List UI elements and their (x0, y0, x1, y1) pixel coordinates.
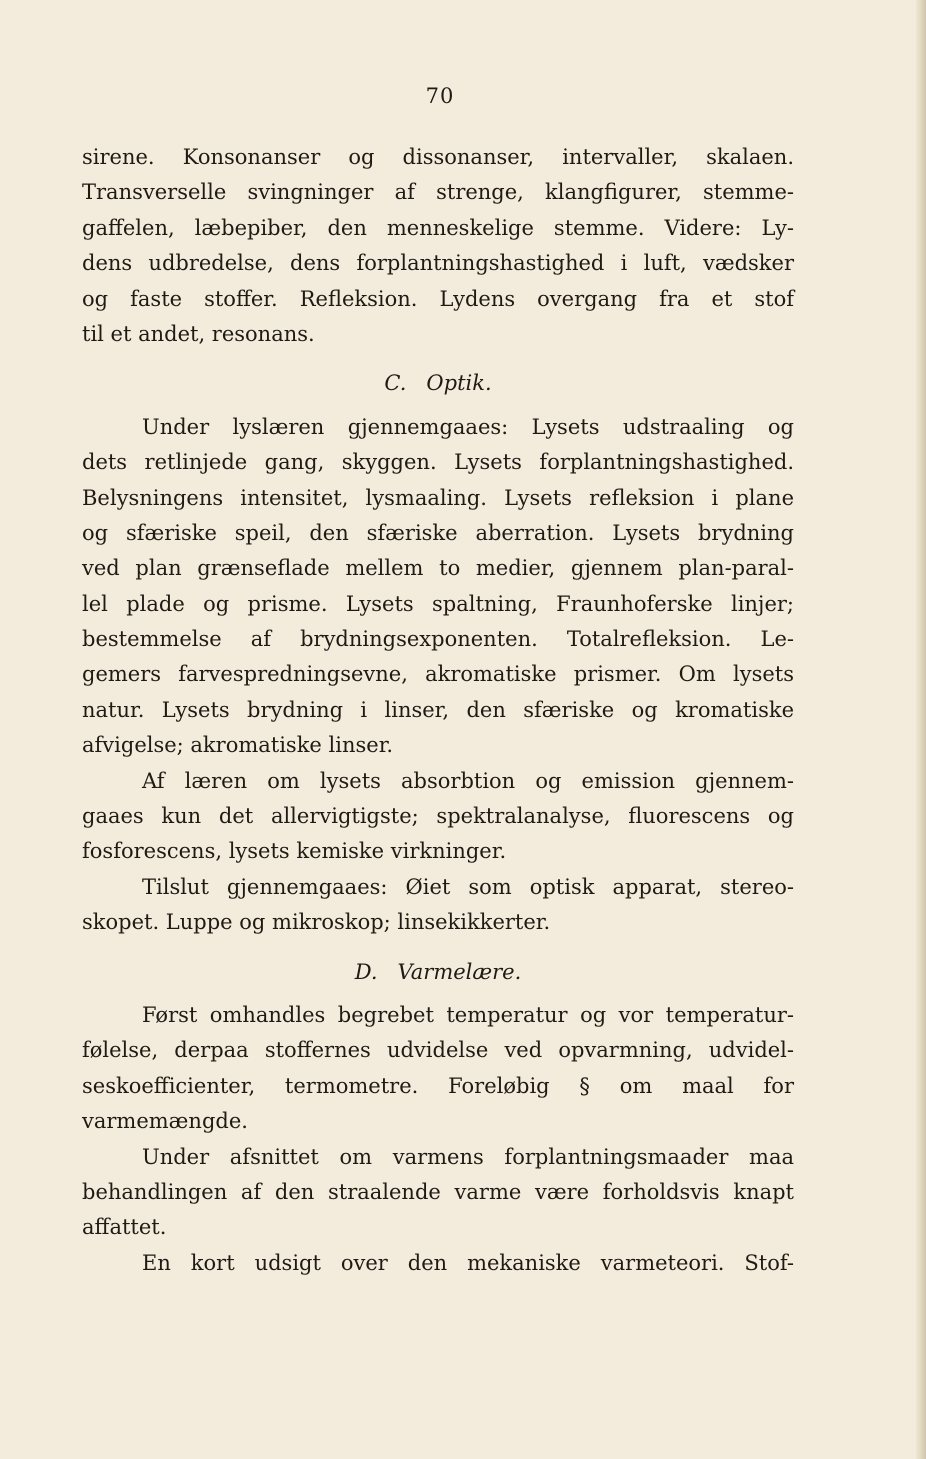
text-line: behandlingen af den straalende varme være forholdsvis knapt (82, 1179, 794, 1204)
text-line: bestemmelse af brydningsexponenten. Totalrefleksion. Le- (82, 627, 794, 652)
text-line: og faste stoffer. Refleksion. Lydens overgang fra et stof (82, 286, 794, 311)
text-line: følelse, derpaa stoffernes udvidelse ved opvarmning, udvidel- (82, 1038, 794, 1063)
text-line: seskoefficienter, termometre. Foreløbig § om maal for (82, 1073, 794, 1098)
text-line: og sfæriske speil, den sfæriske aberration. Lysets brydning (82, 520, 794, 545)
text-line: Tilslut gjennemgaaes: Øiet som optisk apparat, stereo- (142, 874, 794, 899)
text-line: Først omhandles begrebet temperatur og vor temperatur- (142, 1002, 794, 1027)
text-line: Under afsnittet om varmens forplantningsmaader maa (142, 1144, 794, 1169)
text-line: ved plan grænseflade mellem to medier, gjennem plan-paral- (82, 556, 794, 581)
text-line: fosforescens, lysets kemiske virkninger. (82, 839, 507, 864)
section-c-paragraph-2 (82, 764, 794, 870)
section-b-tail (82, 140, 794, 352)
section-d-heading (82, 955, 794, 990)
section-d-paragraph-2 (82, 1140, 794, 1246)
section-c-paragraph-3 (82, 870, 794, 941)
text-line: En kort udsigt over den mekaniske varmeteori. Stof- (142, 1250, 794, 1275)
text-line: til et andet, resonans. (82, 321, 315, 346)
text-line: Transverselle svingninger af strenge, klangfigurer, stemme- (82, 180, 794, 205)
text-line: skopet. Luppe og mikroskop; linsekikkerter. (82, 910, 551, 935)
section-d-letter: D. (354, 959, 378, 984)
text-line: gaaes kun det allervigtigste; spektralanalyse, fluorescens og (82, 804, 794, 829)
text-line: gaffelen, læbepiber, den menneskelige stemme. Videre: Ly- (82, 215, 794, 240)
text-line: Under lyslæren gjennemgaaes: Lysets udstraaling og (142, 414, 794, 439)
section-c-heading (82, 366, 794, 401)
text-line: Af læren om lysets absorbtion og emission gjennem- (142, 768, 794, 793)
page-body (82, 140, 794, 1281)
text-line: Belysningens intensitet, lysmaaling. Lysets refleksion i plane (82, 485, 794, 510)
text-line: dets retlinjede gang, skyggen. Lysets forplantningshastighed. (82, 450, 794, 475)
page-edge (916, 0, 926, 1459)
text-line: natur. Lysets brydning i linser, den sfæriske og kromatiske (82, 697, 794, 722)
text-line: affattet. (82, 1215, 167, 1240)
section-c-paragraph-1 (82, 410, 794, 764)
section-d-title: Varmelære. (397, 959, 522, 984)
text-line: dens udbredelse, dens forplantningshastighed i luft, vædsker (82, 251, 794, 276)
text-line: lel plade og prisme. Lysets spaltning, Fraunhoferske linjer; (82, 591, 794, 616)
text-line: afvigelse; akromatiske linser. (82, 733, 394, 758)
text-line: varmemængde. (82, 1109, 248, 1134)
page-number: 70 (425, 84, 455, 108)
section-d-paragraph-1 (82, 998, 794, 1140)
section-c-letter: C. (384, 371, 407, 396)
text-line: gemers farvespredningsevne, akromatiske prismer. Om lysets (82, 662, 794, 687)
text-line: sirene. Konsonanser og dissonanser, intervaller, skalaen. (82, 145, 794, 169)
section-d-paragraph-3 (82, 1246, 794, 1281)
section-c-title: Optik. (426, 371, 492, 396)
